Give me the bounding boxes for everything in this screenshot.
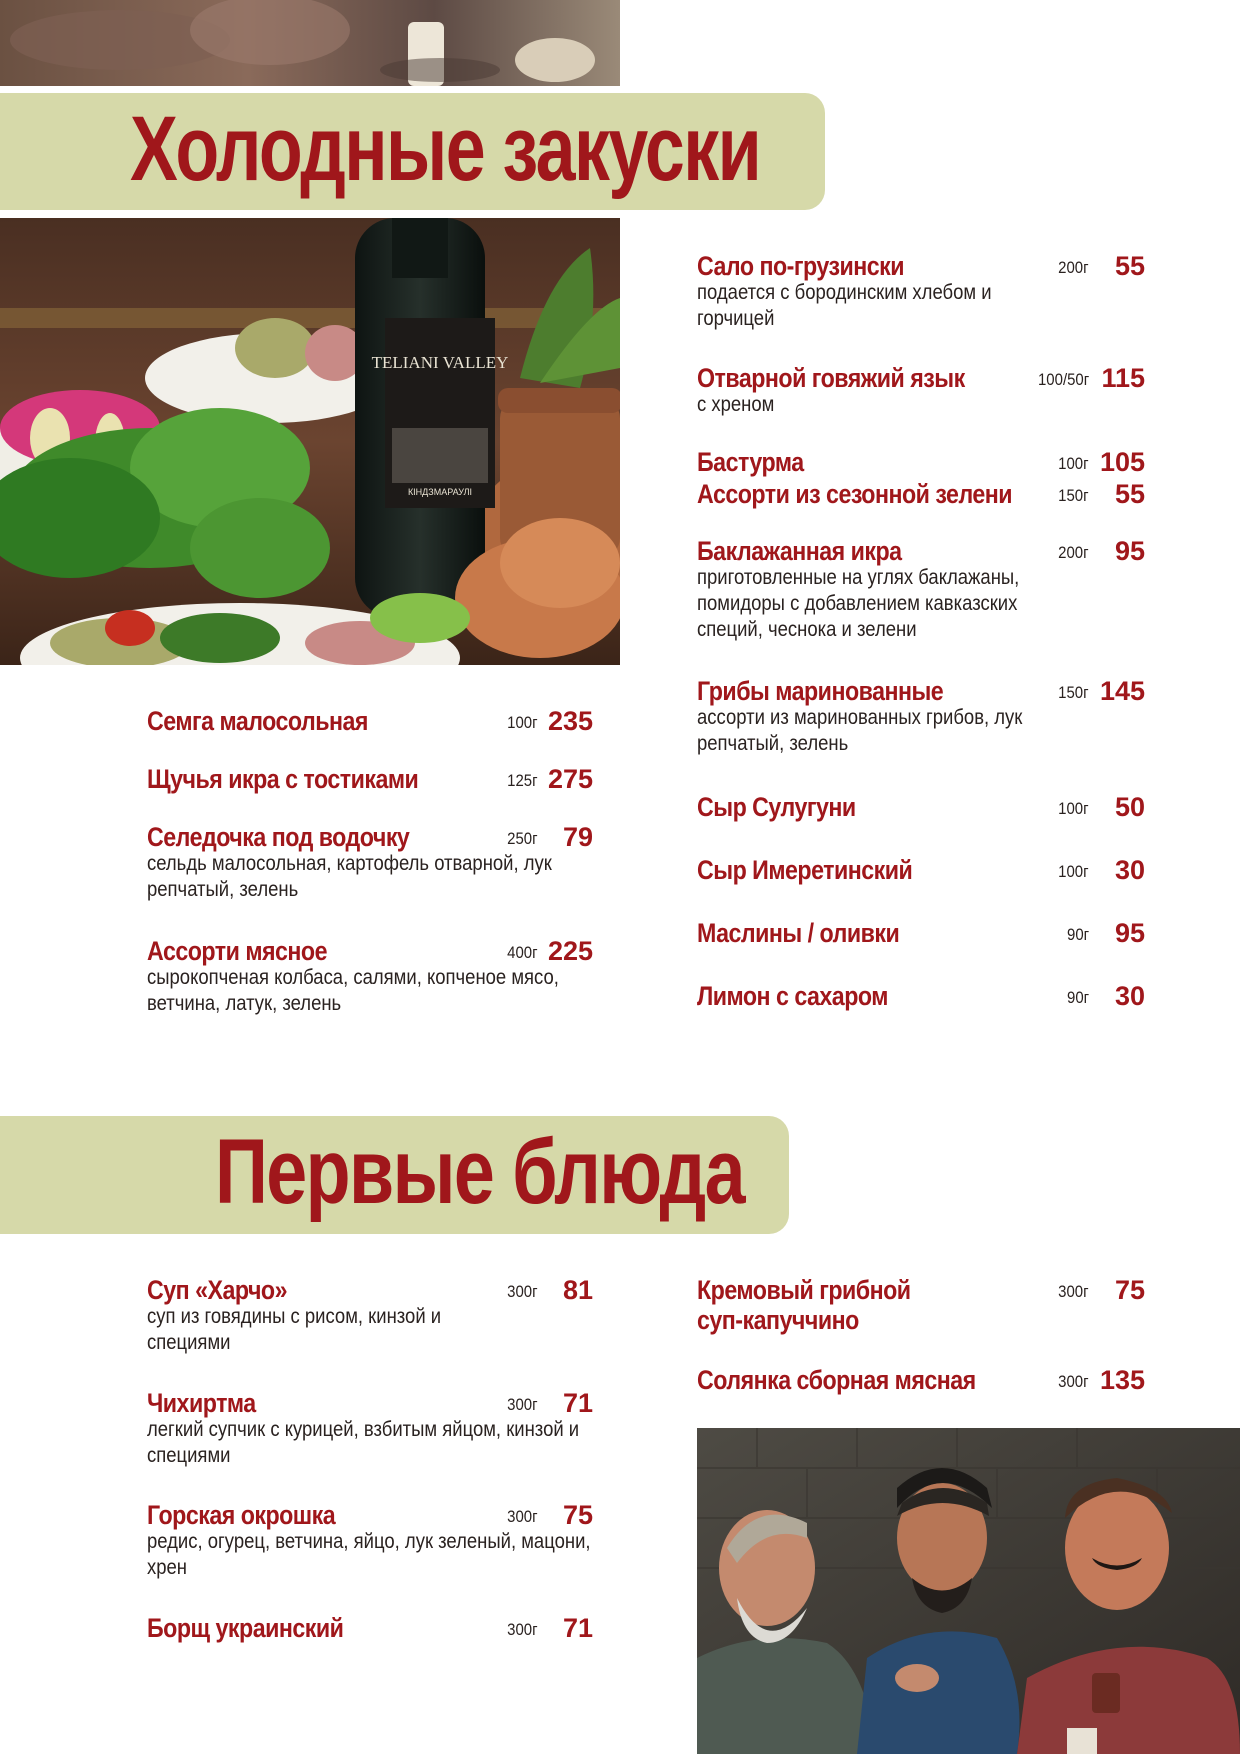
cold-appetizers-left-column: [147, 706, 593, 1026]
menu-item: [697, 981, 1145, 1021]
item-name: Семга малосольная: [147, 706, 368, 736]
item-price: 79: [562, 822, 593, 852]
top-photo-strip: [0, 0, 620, 86]
item-name: Селедочка под водочку: [147, 822, 410, 852]
item-price: 115: [1101, 363, 1145, 393]
painting-photo: [697, 1428, 1240, 1754]
item-weight: 100г: [1058, 862, 1089, 881]
item-weight: 300г: [507, 1282, 538, 1301]
food-photo: [0, 218, 620, 665]
item-name-line2: суп-капуччино: [697, 1305, 859, 1335]
item-weight: 200г: [1058, 543, 1089, 562]
item-price: 71: [562, 1388, 593, 1418]
menu-item: [697, 536, 1145, 676]
item-name: Суп «Харчо»: [147, 1275, 287, 1305]
item-description: редис, огурец, ветчина, яйцо, лук зеленый, мацони, хрен: [147, 1530, 591, 1579]
section-title-cold: Холодные закуски: [130, 98, 761, 200]
item-description: ассорти из маринованных грибов, лук репчатый, зелень: [697, 706, 1023, 755]
item-name: Сыр Имеретинский: [697, 855, 913, 885]
item-description: подается с бородинским хлебом и горчицей: [697, 281, 992, 330]
item-weight: 150г: [1058, 486, 1089, 505]
item-name: Отварной говяжий язык: [697, 363, 965, 393]
item-price: 71: [562, 1613, 593, 1643]
item-price: 145: [1099, 676, 1145, 706]
item-weight: 300г: [507, 1507, 538, 1526]
soups-right-column: [697, 1275, 1145, 1405]
item-name: Баклажанная икра: [697, 536, 902, 566]
item-price: 75: [1114, 1275, 1145, 1305]
item-weight: 300г: [507, 1620, 538, 1639]
item-description: сырокопченая колбаса, салями, копченое мясо, ветчина, латук, зелень: [147, 966, 559, 1015]
item-price: 235: [547, 706, 593, 736]
menu-item: [147, 936, 593, 1026]
menu-item: [697, 1275, 1145, 1365]
section-banner-cold: [0, 93, 825, 210]
item-name: Грибы маринованные: [697, 676, 944, 706]
menu-item: [147, 1500, 593, 1613]
item-name: Чихиртма: [147, 1388, 256, 1418]
item-price: 55: [1114, 479, 1145, 509]
menu-item: [147, 822, 593, 936]
item-name: Маслины / оливки: [697, 918, 900, 948]
menu-item: [697, 251, 1145, 363]
item-price: 81: [562, 1275, 593, 1305]
item-name: Лимон с сахаром: [697, 981, 888, 1011]
section-title-soups: Первые блюда: [215, 1121, 744, 1223]
item-weight: 400г: [507, 943, 538, 962]
item-price: 30: [1114, 855, 1145, 885]
menu-item: [697, 447, 1145, 479]
item-description: суп из говядины с рисом, кинзой и специями: [147, 1305, 442, 1354]
item-weight: 300г: [1058, 1372, 1089, 1391]
item-price: 30: [1114, 981, 1145, 1011]
item-price: 95: [1114, 536, 1145, 566]
menu-item: [147, 706, 593, 764]
section-banner-soups: [0, 1116, 789, 1234]
item-weight: 90г: [1066, 988, 1089, 1007]
food-photo-label: TELIANI VALLEY: [371, 353, 509, 372]
menu-item: [697, 792, 1145, 855]
item-price: 75: [562, 1500, 593, 1530]
menu-item: [147, 764, 593, 822]
item-price: 135: [1099, 1365, 1145, 1395]
item-weight: 100г: [507, 713, 538, 732]
item-name: Сало по-грузински: [697, 251, 905, 281]
menu-item: [697, 1365, 1145, 1405]
food-photo-label2: КІНДЗМАРАУЛІ: [407, 487, 473, 497]
item-weight: 250г: [507, 829, 538, 848]
item-weight: 150г: [1058, 683, 1089, 702]
item-description: легкий супчик с курицей, взбитым яйцом, кинзой и специями: [147, 1418, 580, 1467]
item-weight: 300г: [1058, 1282, 1089, 1301]
item-weight: 125г: [507, 771, 538, 790]
cold-appetizers-right-column: [697, 251, 1145, 1021]
item-name: Ассорти мясное: [147, 936, 327, 966]
item-weight: 100/50г: [1037, 370, 1089, 389]
menu-item: [697, 363, 1145, 447]
item-name: Борщ украинский: [147, 1613, 344, 1643]
item-name: Горская окрошка: [147, 1500, 336, 1530]
item-price: 95: [1114, 918, 1145, 948]
item-weight: 100г: [1058, 454, 1089, 473]
item-price: 225: [547, 936, 593, 966]
item-name: Ассорти из сезонной зелени: [697, 479, 1013, 509]
menu-item: [697, 918, 1145, 981]
item-name: Щучья икра с тостиками: [147, 764, 419, 794]
menu-item: [147, 1388, 593, 1500]
item-description: приготовленные на углях баклажаны, помидоры с добавлением кавказских специй, чеснока и зелени: [697, 566, 1020, 641]
menu-item: [697, 855, 1145, 918]
item-name: Бастурма: [697, 447, 804, 477]
item-price: 50: [1114, 792, 1145, 822]
item-weight: 90г: [1066, 925, 1089, 944]
item-weight: 200г: [1058, 258, 1089, 277]
item-name: Солянка сборная мясная: [697, 1365, 976, 1395]
item-name: Сыр Сулугуни: [697, 792, 856, 822]
item-description: с хреном: [697, 393, 775, 416]
menu-item: [147, 1613, 593, 1653]
menu-item: [697, 676, 1145, 792]
soups-left-column: [147, 1275, 593, 1653]
menu-item: [147, 1275, 593, 1388]
item-weight: 300г: [507, 1395, 538, 1414]
item-price: 55: [1114, 251, 1145, 281]
item-description: сельдь малосольная, картофель отварной, лук репчатый, зелень: [147, 852, 552, 901]
item-weight: 100г: [1058, 799, 1089, 818]
item-price: 275: [547, 764, 593, 794]
menu-item: [697, 479, 1145, 536]
item-price: 105: [1099, 447, 1145, 477]
item-name: Кремовый грибной: [697, 1275, 911, 1305]
